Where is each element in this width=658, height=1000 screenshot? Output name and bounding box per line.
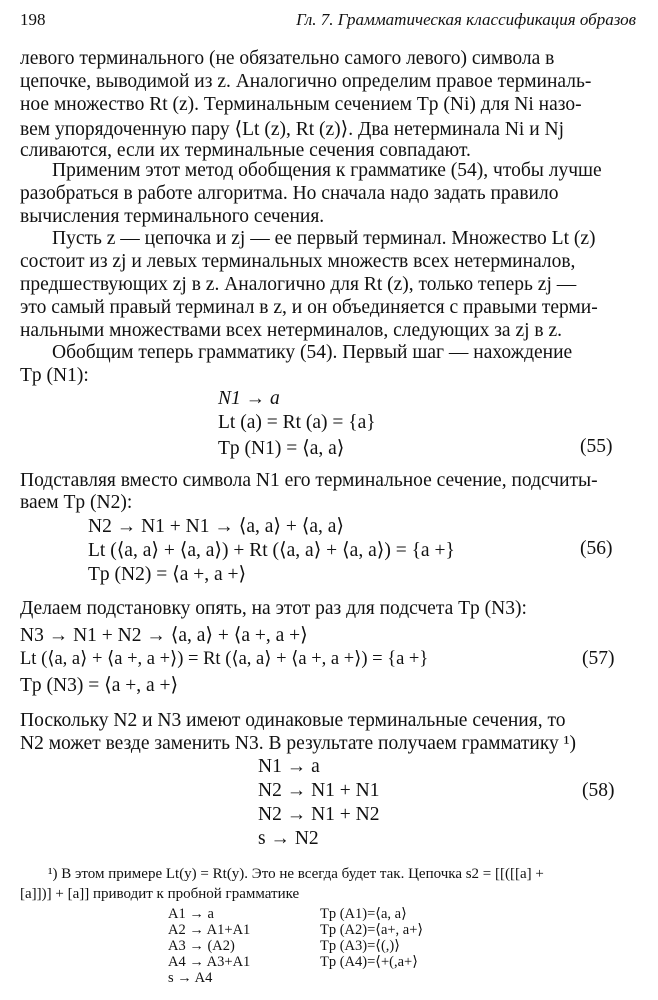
text-line: Tp (N1): bbox=[20, 365, 89, 386]
running-head-title: Гл. 7. Грамматическая классификация образов bbox=[296, 10, 636, 29]
page-number: 198 bbox=[20, 10, 46, 29]
equation-line: Tp (N1) = ⟨a, a⟩ bbox=[218, 438, 345, 459]
text-line: левого терминального (не обязательно самого левого) символа в bbox=[20, 48, 555, 69]
text-line: ное множество Rt (z). Терминальным сечением Tp (Ni) для Ni назо- bbox=[20, 94, 582, 115]
text-line: Подставляя вместо символа N1 его терминальное сечение, подсчиты- bbox=[20, 470, 598, 491]
footnote-line: ¹) В этом примере Lt(y) = Rt(y). Это не всегда будет так. Цепочка s2 = [[([[a] + bbox=[48, 866, 544, 882]
text-line: Поскольку N2 и N3 имеют одинаковые терминальные сечения, то bbox=[20, 710, 566, 731]
equation-line: N2 → N1 + N1 → ⟨a, a⟩ + ⟨a, a⟩ bbox=[88, 516, 345, 537]
equation-line: Lt (⟨a, a⟩ + ⟨a +, a +⟩) = Rt (⟨a, a⟩ + ⟨a +, a +⟩) = {a +} bbox=[20, 649, 429, 669]
equation-line: N2 → N1 + N2 bbox=[258, 804, 380, 825]
equation-line: Tp (N3) = ⟨a +, a +⟩ bbox=[20, 675, 179, 696]
text-line: Применим этот метод обобщения к грамматике (54), чтобы лучше bbox=[52, 160, 602, 181]
terminal-section: Tp (A3)=⟨(,)⟩ bbox=[320, 938, 400, 954]
text-line: Обобщим теперь грамматику (54). Первый шаг — нахождение bbox=[52, 342, 573, 363]
text-line: вычисления терминального сечения. bbox=[20, 206, 325, 227]
terminal-section: Tp (A1)=⟨a, a⟩ bbox=[320, 906, 407, 922]
equation-number: (55) bbox=[580, 436, 613, 457]
equation-line: N2 → N1 + N1 bbox=[258, 780, 380, 801]
text-line: сливаются, если их терминальные сечения совпадают. bbox=[20, 140, 471, 161]
equation-line: Lt (a) = Rt (a) = {a} bbox=[218, 412, 376, 433]
text-line: Пусть z — цепочка и zj — ее первый терминал. Множество Lt (z) bbox=[52, 228, 596, 249]
text-line: Делаем подстановку опять, на этот раз для подсчета Tp (N3): bbox=[20, 598, 527, 619]
equation-number: (57) bbox=[582, 648, 615, 669]
equation-line: N1 → a bbox=[258, 756, 320, 777]
equation-line: s → N2 bbox=[258, 828, 319, 849]
grammar-rule: A3 → (A2) bbox=[168, 938, 235, 954]
terminal-section: Tp (A2)=⟨a+, a+⟩ bbox=[320, 922, 424, 938]
text-line: вем упорядоченную пару ⟨Lt (z), Rt (z)⟩. Два нетерминала Ni и Nj bbox=[20, 119, 565, 140]
equation-number: (56) bbox=[580, 538, 613, 559]
text-line: нальными множествами всех нетерминалов, следующих за zj в z. bbox=[20, 320, 563, 341]
text-line: ваем Tp (N2): bbox=[20, 492, 133, 513]
equation-number: (58) bbox=[582, 780, 615, 801]
text-line: состоит из zj и левых терминальных множеств всех нетерминалов, bbox=[20, 251, 576, 272]
terminal-section: Tp (A4)=⟨+(,a+⟩ bbox=[320, 954, 418, 970]
text-line: разобраться в работе алгоритма. Но сначала надо задать правило bbox=[20, 183, 559, 204]
text-line: это самый правый терминал в z, и он объединяется с правыми терми- bbox=[20, 297, 598, 318]
text-line: N2 может везде заменить N3. В результате получаем грамматику ¹) bbox=[20, 733, 576, 754]
grammar-rule: A4 → A3+A1 bbox=[168, 954, 251, 970]
grammar-rule: A2 → A1+A1 bbox=[168, 922, 251, 938]
equation-line: Tp (N2) = ⟨a +, a +⟩ bbox=[88, 564, 247, 585]
equation-line: Lt (⟨a, a⟩ + ⟨a, a⟩) + Rt (⟨a, a⟩ + ⟨a, a⟩) = {a +} bbox=[88, 540, 455, 561]
equation-line: N1 → a bbox=[218, 388, 280, 409]
equation-line: N3 → N1 + N2 → ⟨a, a⟩ + ⟨a +, a +⟩ bbox=[20, 625, 308, 646]
grammar-rule: A1 → a bbox=[168, 906, 214, 922]
text-line: цепочке, выводимой из z. Аналогично определим правое терминаль- bbox=[20, 71, 592, 92]
footnote-line: [a]])] + [a]] приводит к пробной грамматике bbox=[20, 886, 300, 902]
grammar-rule: s → A4 bbox=[168, 970, 213, 986]
text-line: предшествующих zj в z. Аналогично для Rt (z), только теперь zj — bbox=[20, 274, 577, 295]
